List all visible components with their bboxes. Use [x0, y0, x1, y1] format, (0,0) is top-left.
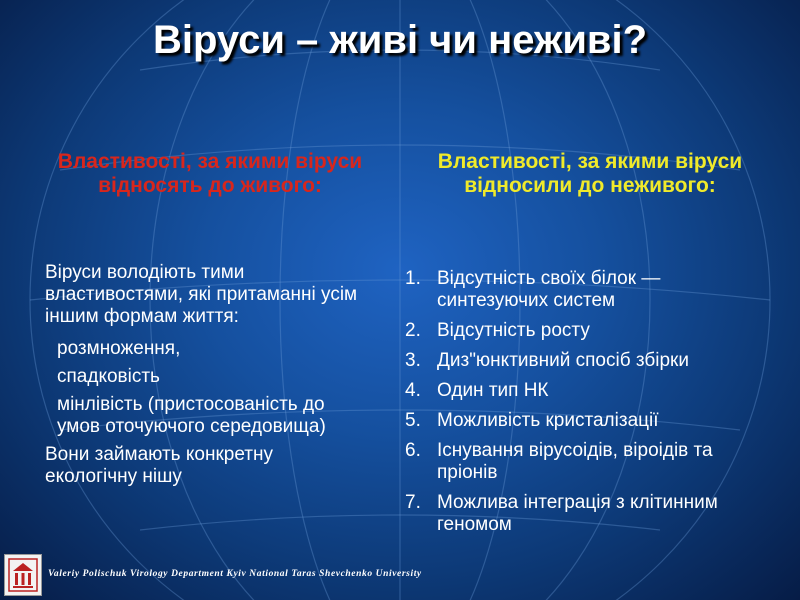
list-item: 1. Відсутність своїх білок — синтезуючих систем	[405, 268, 661, 311]
list-item: 6. Існування вірусоідів, віроідів та пріонів	[405, 440, 713, 483]
left-item-variability: мінлівість (пристосованість до умов оточуючого середовища)	[57, 394, 326, 437]
left-closing: Вони займають конкретну екологічну нішу	[45, 444, 273, 487]
list-item: 3. Диз"юнктивний спосіб збірки	[405, 350, 689, 371]
footer-credit: Valeriy Polischuk Virology Department Kyiv National Taras Shevchenko University	[48, 569, 422, 579]
left-intro: Віруси володіють тими властивостями, які притаманні усім іншим формам життя:	[45, 262, 358, 327]
living-properties-text	[45, 262, 365, 488]
left-item-reproduction: розмноження,	[57, 338, 181, 359]
slide-title: Віруси – живі чи неживі?	[152, 18, 648, 62]
nonliving-properties-heading: Властивості, за якими віруси відносили до неживого:	[437, 150, 743, 197]
nonliving-properties-list	[405, 268, 775, 544]
list-item: 4. Один тип НК	[405, 380, 549, 401]
list-item: 7. Можлива інтеграція з клітинним геномом	[405, 492, 718, 535]
list-item: 5. Можливість кристалізації	[405, 410, 659, 431]
university-seal-icon	[4, 554, 42, 596]
list-item: 2. Відсутність росту	[405, 320, 590, 341]
left-item-heredity: спадковість	[57, 366, 160, 387]
slide-footer	[0, 550, 800, 600]
living-properties-heading: Властивості, за якими віруси відносять до живого:	[57, 150, 363, 197]
